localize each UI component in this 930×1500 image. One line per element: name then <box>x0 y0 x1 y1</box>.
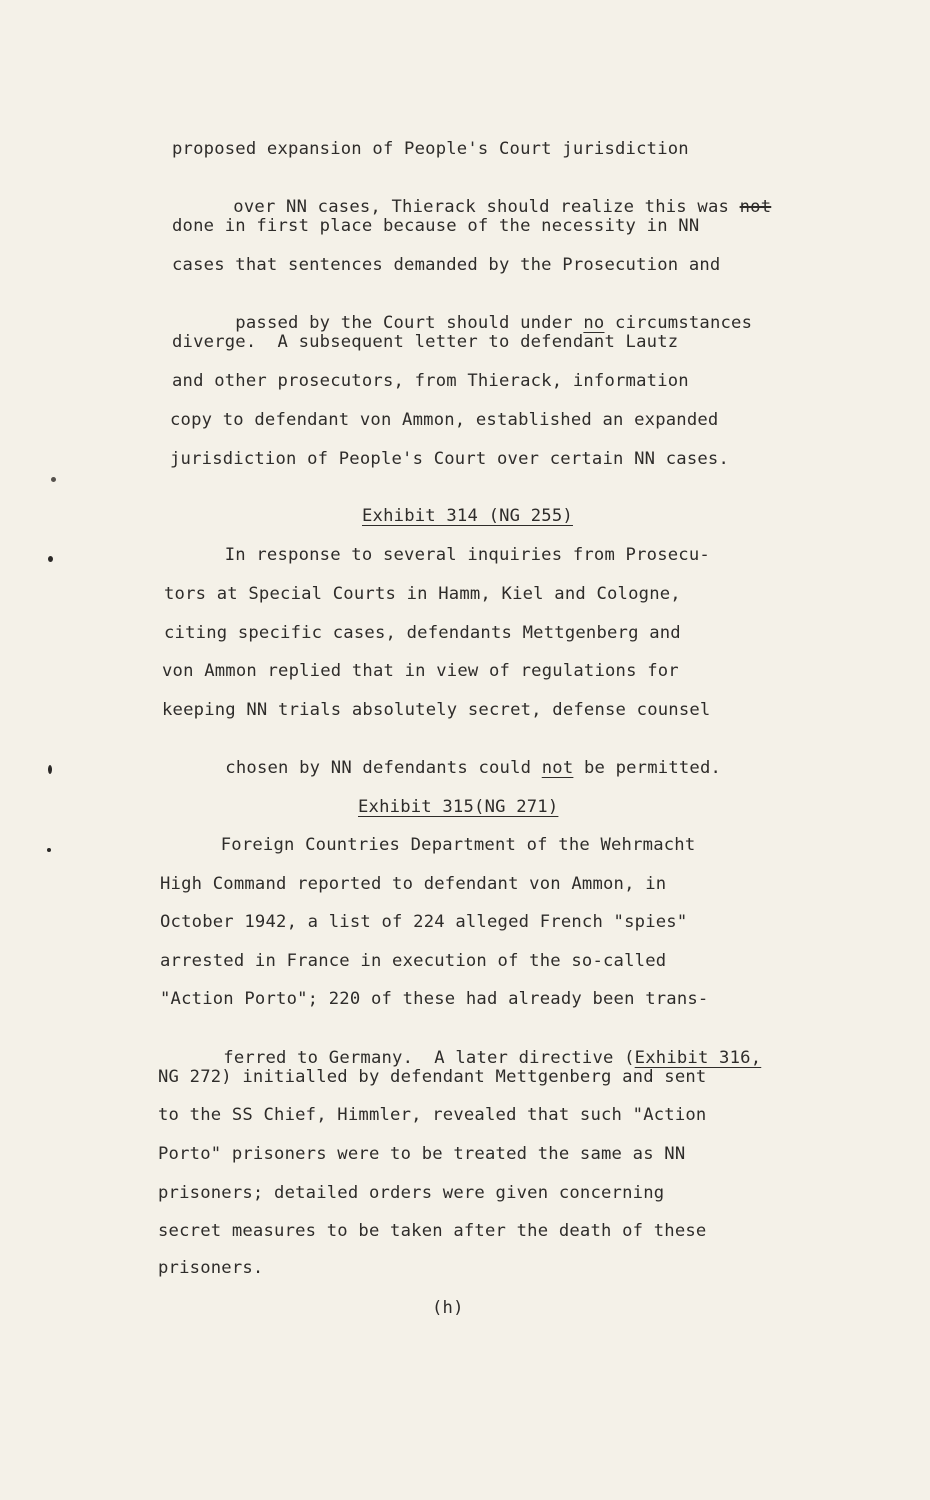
text-line: "Action Porto"; 220 of these had already been trans- <box>160 989 709 1009</box>
text-line: arrested in France in execution of the so-called <box>160 951 667 971</box>
typed-text-body <box>158 0 787 1500</box>
text-line: von Ammon replied that in view of regulations for <box>162 661 679 681</box>
margin-mark <box>51 477 56 482</box>
margin-mark <box>48 765 52 774</box>
underlined-word: no <box>583 313 605 333</box>
text-line: keeping NN trials absolutely secret, defense counsel <box>162 700 711 720</box>
text-fragment: over NN cases, Thierack should realize this was <box>233 197 740 217</box>
text-fragment: ferred to Germany. A later directive ( <box>223 1048 635 1068</box>
text-line: October 1942, a list of 224 alleged French "spies" <box>160 912 688 932</box>
text-line: copy to defendant von Ammon, established an expanded <box>170 410 719 430</box>
text-line: secret measures to be taken after the death of these <box>158 1221 707 1241</box>
margin-mark <box>47 848 51 852</box>
underlined-reference: Exhibit 316, <box>634 1048 762 1068</box>
text-line: In response to several inquiries from Prosecu- <box>172 545 710 565</box>
struck-word: not <box>739 197 772 217</box>
page-number: (h) <box>432 1298 464 1318</box>
text-line: proposed expansion of People's Court jurisdiction <box>172 139 689 159</box>
text-line: prisoners; detailed orders were given concerning <box>158 1183 665 1203</box>
text-line: cases that sentences demanded by the Prosecution and <box>172 255 721 275</box>
text-line: and other prosecutors, from Thierack, information <box>172 371 689 391</box>
text-line: NG 272) initialled by defendant Mettgenberg and sent <box>158 1067 707 1087</box>
text-line: citing specific cases, defendants Mettgenberg and <box>164 623 681 643</box>
text-line: tors at Special Courts in Hamm, Kiel and Cologne, <box>164 584 681 604</box>
text-fragment: chosen by NN defendants could <box>225 758 542 778</box>
text-line: Porto" prisoners were to be treated the same as NN <box>158 1144 686 1164</box>
text-fragment: be permitted. <box>573 758 722 778</box>
text-line: High Command reported to defendant von Ammon, in <box>160 874 667 894</box>
text-line: prisoners. <box>158 1258 264 1278</box>
text-fragment: circumstances <box>604 313 753 333</box>
exhibit-heading: Exhibit 314 (NG 255) <box>362 506 573 526</box>
exhibit-heading: Exhibit 315(NG 271) <box>358 797 559 817</box>
margin-mark <box>48 556 53 562</box>
text-line: done in first place because of the necessity in NN <box>172 216 700 236</box>
text-line: jurisdiction of People's Court over certain NN cases. <box>170 449 730 469</box>
text-fragment: passed by the Court should under <box>235 313 584 333</box>
text-line: to the SS Chief, Himmler, revealed that such "Action <box>158 1105 707 1125</box>
underlined-word: not <box>541 758 574 778</box>
text-line: Foreign Countries Department of the Wehrmacht <box>168 835 696 855</box>
text-line: diverge. A subsequent letter to defendant Lautz <box>172 332 679 352</box>
text-line <box>162 738 721 798</box>
